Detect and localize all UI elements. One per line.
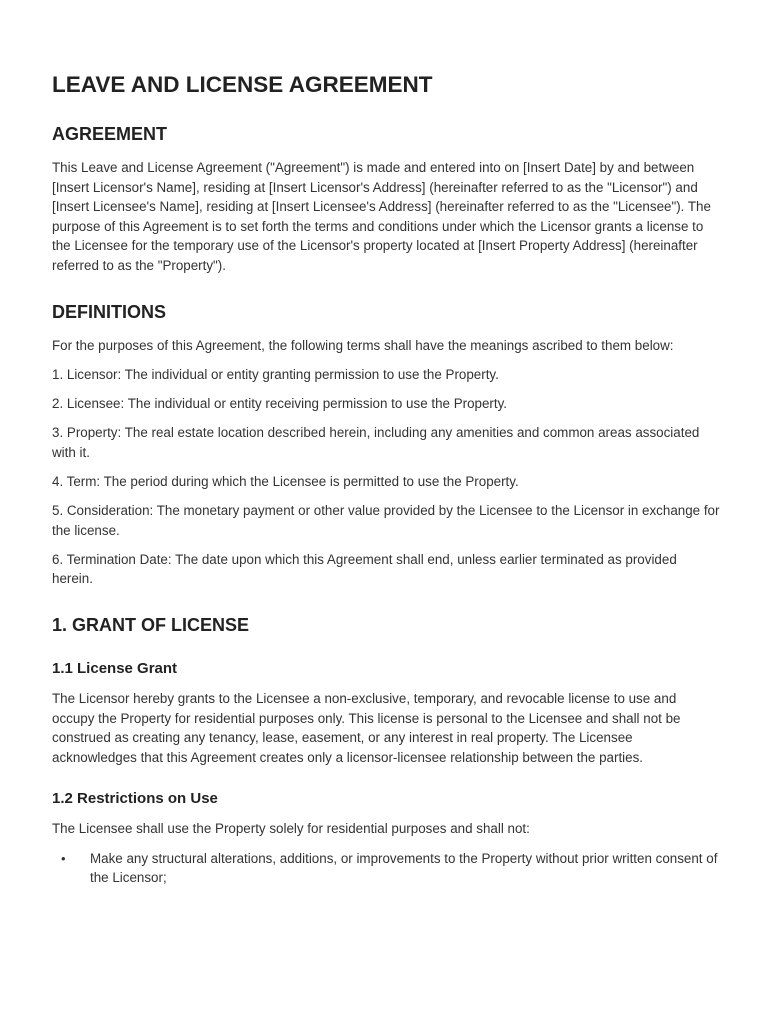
definition-item-consideration: 5. Consideration: The monetary payment or other value provided by the Licensee to the Licensor in exchange for the license. [52,503,720,538]
license-grant-heading: 1.1 License Grant [52,660,178,678]
definitions-section [52,300,720,590]
definition-item-licensee: 2. Licensee: The individual or entity receiving permission to use the Property. [52,395,508,411]
restrictions-intro: The Licensee shall use the Property solely for residential purposes and shall not: [52,821,530,837]
agreement-section [52,122,720,276]
list-item-text: Make any structural alterations, additions, or improvements to the Property without prior written consent of the Licensor; [90,850,718,886]
bullet-icon: • [61,850,66,866]
document-title: LEAVE AND LICENSE AGREEMENT [52,72,433,97]
license-grant-subsection [52,659,720,767]
definition-item-property: 3. Property: The real estate location described herein, including any amenities and common areas associated with it. [52,425,700,460]
definition-item-term: 4. Term: The period during which the Licensee is permitted to use the Property. [52,473,519,489]
definition-item-licensor: 1. Licensor: The individual or entity granting permission to use the Property. [52,366,499,382]
definition-item-termination-date: 6. Termination Date: The date upon which this Agreement shall end, unless earlier terminated as provided herein. [52,551,677,587]
agreement-heading: AGREEMENT [52,124,168,144]
document-page [52,70,720,888]
definitions-heading: DEFINITIONS [52,301,167,322]
list-item [52,849,720,888]
grant-of-license-section [52,613,720,888]
restrictions-list [52,849,720,888]
restrictions-subsection [52,789,720,887]
restrictions-heading: 1.2 Restrictions on Use [52,790,218,808]
definitions-intro: For the purposes of this Agreement, the following terms shall have the meanings ascribed to them below: [52,337,674,353]
agreement-body: This Leave and License Agreement ("Agreement") is made and entered into on [Insert Date] by and between [Insert Licensor's Name], residing at [Insert Licensor's Address] (hereinafter referred to as the "Licensor") and [Insert Licensee's Name], residing at [Insert Licensee's Address] (hereinafter referred to as the "Licensee"). The purpose of this Agreement is to set forth the terms and conditions under which the Licensor grants a license to the Licensee for the temporary use of the Licensor's property located at [Insert Property Address] (hereinafter referred to as the "Property"). [52,160,711,273]
grant-heading: 1. GRANT OF LICENSE [52,615,250,636]
license-grant-body: The Licensor hereby grants to the Licensee a non-exclusive, temporary, and revocable license to use and occupy the Property for residential purposes only. This license is personal to the Licensee and shall not be construed as creating any tenancy, lease, easement, or any interest in real property. The Licensee acknowledges that this Agreement creates only a licensor-licensee relationship between the parties. [52,691,681,765]
